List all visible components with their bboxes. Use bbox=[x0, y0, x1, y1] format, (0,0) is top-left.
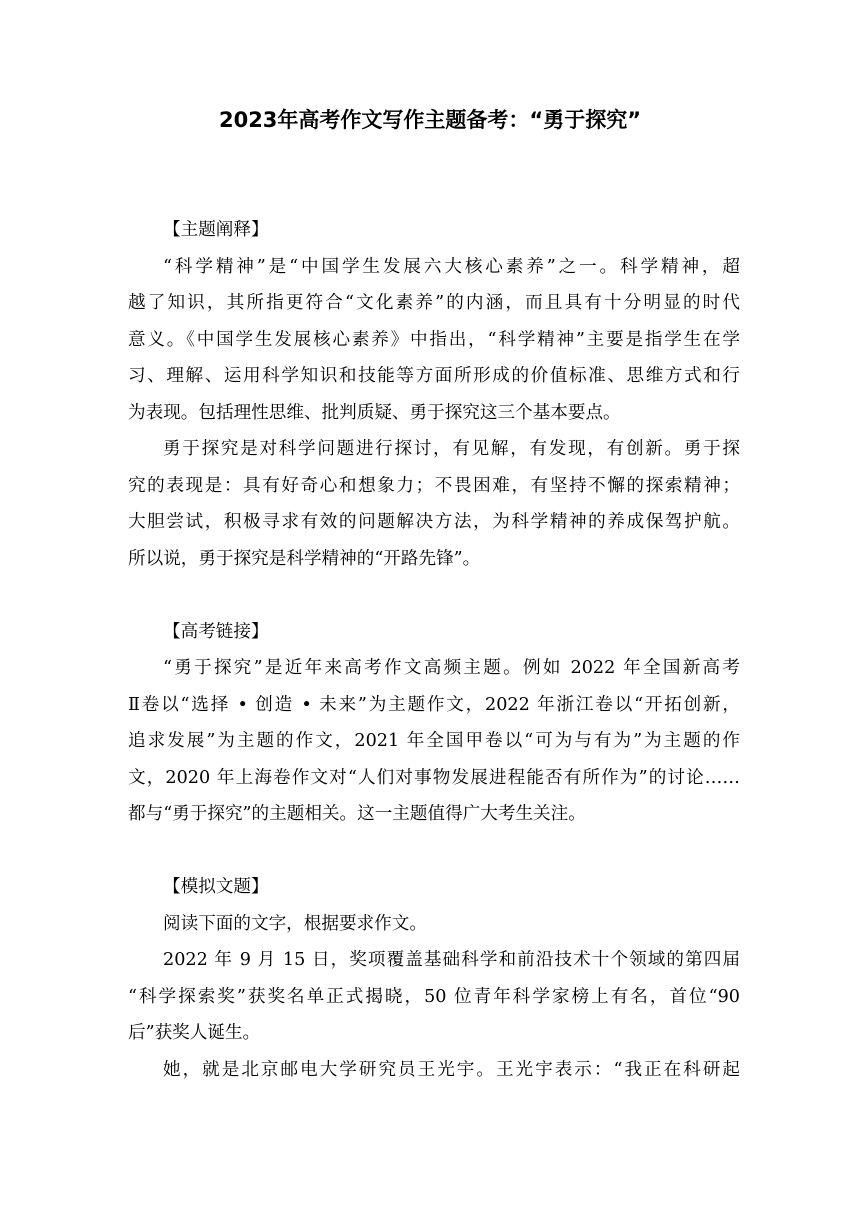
text-line: 勇于探究是对科学问题进行探讨，有见解，有发现，有创新。勇于探 bbox=[163, 439, 740, 459]
text-line: 阅读下面的文字，根据要求作文。 bbox=[163, 913, 427, 934]
text-line: 追求发展”为主题的作文，2021 年全国甲卷以“可为与有为”为主题的作 bbox=[128, 731, 740, 751]
paragraph-theme-1 bbox=[128, 249, 740, 432]
paragraph-mock-3 bbox=[128, 1052, 740, 1089]
paragraph-theme-2 bbox=[128, 431, 740, 577]
text-line: Ⅱ卷以“选择 • 创造 • 未来”为主题作文，2022 年浙江卷以“开拓创新， bbox=[128, 694, 740, 715]
spacer bbox=[128, 833, 740, 870]
section-heading-theme: 【主题阐释】 bbox=[163, 220, 269, 240]
text-line: 后”获奖人诞生。 bbox=[128, 1023, 261, 1043]
text-line: 大胆尝试，积极寻求有效的问题解决方法，为科学精神的养成保驾护航。 bbox=[128, 512, 740, 532]
document-body bbox=[128, 212, 740, 1088]
text-line: 为表现。包括理性思维、批判质疑、勇于探究这三个基本要点。 bbox=[128, 402, 621, 423]
spacer bbox=[128, 577, 740, 614]
text-line: 意义。《中国学生发展核心素养》中指出，“科学精神”主要是指学生在学 bbox=[128, 329, 740, 350]
text-line: 2022 年 9 月 15 日，奖项覆盖基础科学和前沿技术十个领域的第四届 bbox=[163, 950, 740, 970]
paragraph-mock-2 bbox=[128, 942, 740, 1052]
paragraph-link-1 bbox=[128, 650, 740, 833]
text-line: “科学精神”是“中国学生发展六大核心素养”之一。科学精神，超 bbox=[163, 256, 740, 277]
text-line: “科学探索奖”获奖名单正式揭晓，50 位青年科学家榜上有名，首位“90 bbox=[128, 986, 740, 1007]
document-title: 2023年高考作文写作主题备考：“勇于探究” bbox=[218, 108, 642, 132]
text-line: 她，就是北京邮电大学研究员王光宇。王光宇表示：“我正在科研起 bbox=[163, 1059, 740, 1080]
text-line: 习、理解、运用科学知识和技能等方面所形成的价值标准、思维方式和行 bbox=[128, 366, 740, 386]
section-heading-mock: 【模拟文题】 bbox=[163, 877, 269, 897]
text-line: 越了知识，其所指更符合“文化素养”的内涵，而且具有十分明显的时代 bbox=[128, 293, 740, 313]
text-line: 文，2020 年上海卷作文对“人们对事物发展进程能否有所作为”的讨论…… bbox=[128, 767, 740, 788]
text-line: 究的表现是：具有好奇心和想象力；不畏困难，有坚持不懈的探索精神； bbox=[128, 475, 740, 496]
text-line: “勇于探究”是近年来高考作文高频主题。例如 2022 年全国新高考 bbox=[163, 658, 740, 678]
text-line: 都与“勇于探究”的主题相关。这一主题值得广大考生关注。 bbox=[128, 804, 586, 824]
paragraph-mock-1 bbox=[128, 906, 740, 943]
text-line: 所以说，勇于探究是科学精神的“开路先锋”。 bbox=[128, 548, 481, 569]
section-heading-link: 【高考链接】 bbox=[163, 621, 269, 642]
